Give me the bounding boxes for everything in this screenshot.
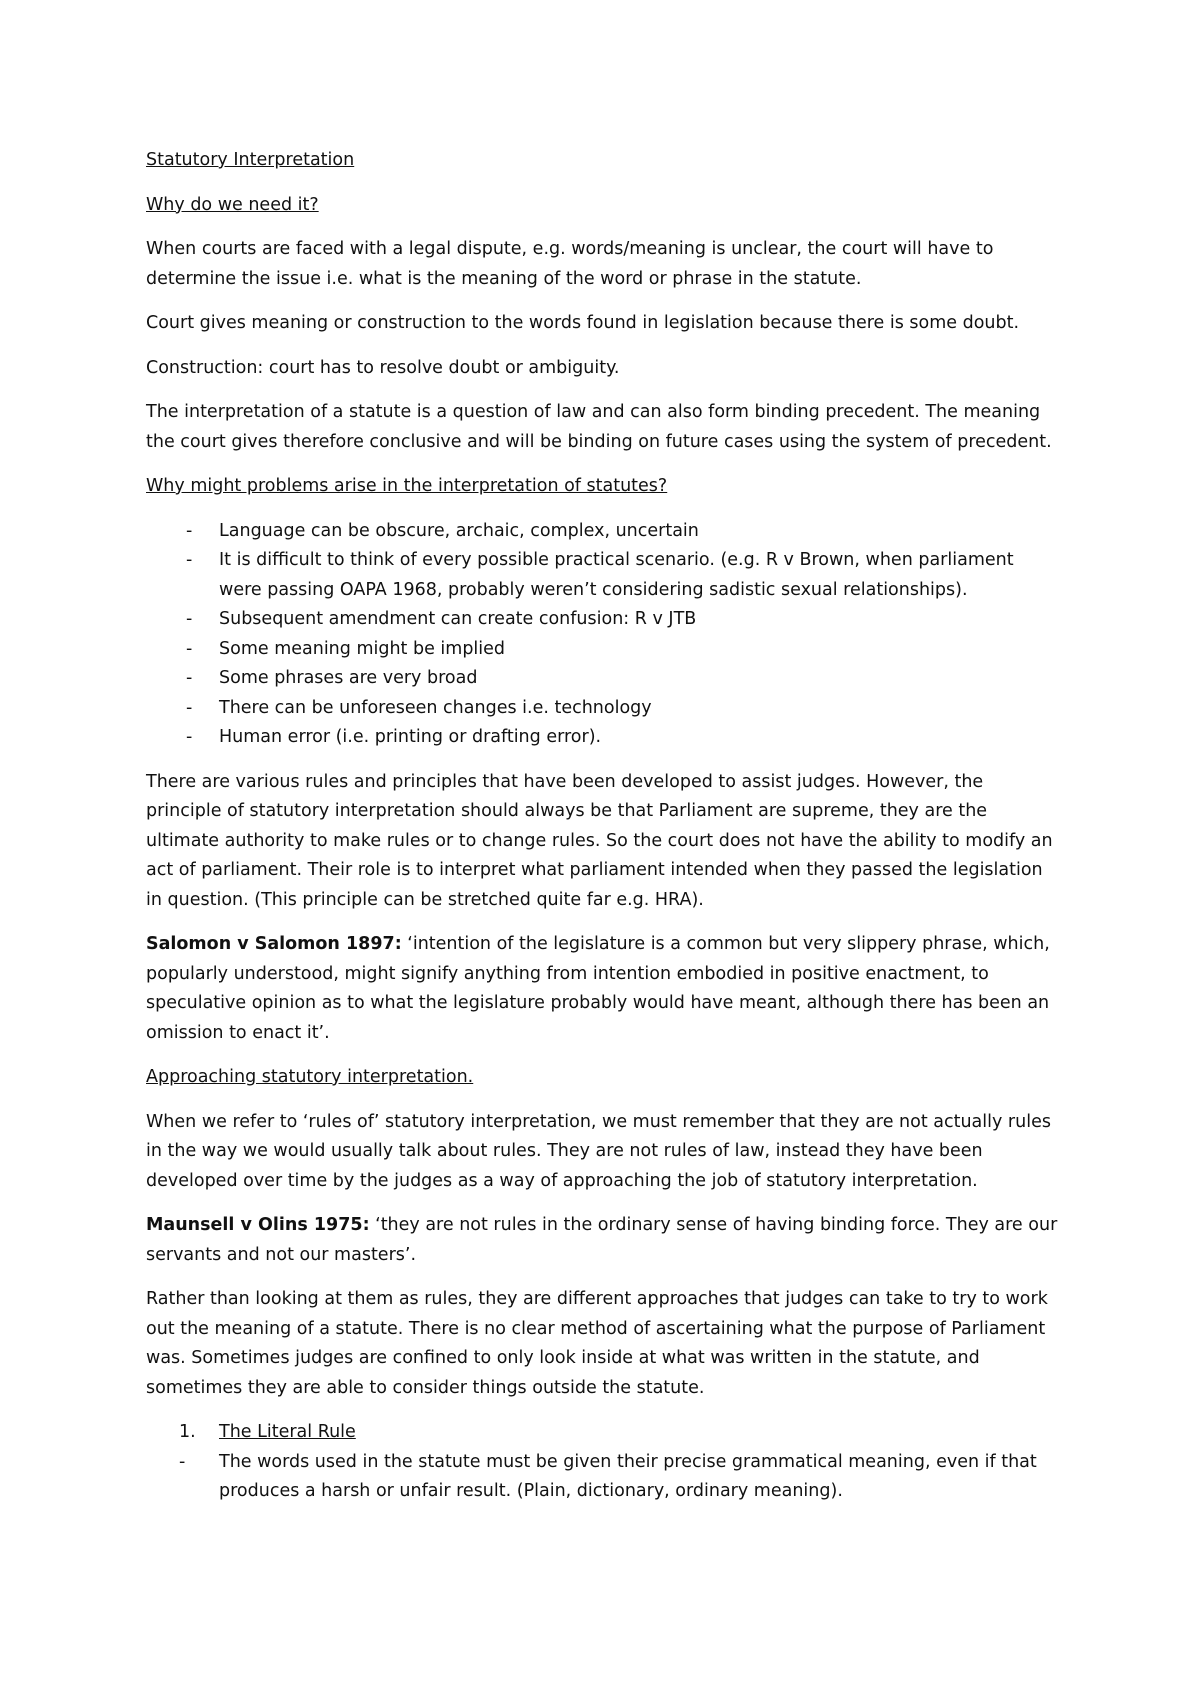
paragraph-court-gives: Court gives meaning or construction to the words found in legislation because there is some doubt. xyxy=(146,313,1020,333)
list-item xyxy=(146,605,1060,635)
list-item-text: It is difficult to think of every possible practical scenario. (e.g. R v Brown, when parliament were passing OAPA 1968, probably weren’t considering sadistic sexual relationships). xyxy=(219,550,1014,600)
section-heading-literal-rule: The Literal Rule xyxy=(219,1422,356,1442)
paragraph-construction: Construction: court has to resolve doubt or ambiguity. xyxy=(146,357,620,378)
list-item xyxy=(146,517,1060,547)
list-dash: - xyxy=(186,727,193,747)
list-item-text: There can be unforeseen changes i.e. technology xyxy=(219,697,652,718)
list-dash: - xyxy=(186,550,193,570)
list-item-text: Language can be obscure, archaic, complex, uncertain xyxy=(219,520,699,541)
list-item xyxy=(146,635,1060,665)
list-dash: - xyxy=(186,638,193,659)
list-item-text: Human error (i.e. printing or drafting error). xyxy=(219,727,602,747)
paragraph-rather: Rather than looking at them as rules, they are different approaches that judges can take to try to work out the meaning of a statute. There is no clear method of ascertaining what the purpose of Parliament was. Sometimes judges are confined to only look inside at what was written in the statute, and sometimes they are able to consider things outside the statute. xyxy=(146,1289,1048,1398)
numbered-section-list xyxy=(146,1418,1060,1507)
list-dash: - xyxy=(186,520,193,541)
paragraph-maunsell xyxy=(146,1211,1060,1270)
section-number: 1. xyxy=(179,1422,196,1442)
document-title: Statutory Interpretation xyxy=(146,150,355,170)
list-item-text: Some phrases are very broad xyxy=(219,668,478,688)
quote-salomon: ‘intention of the legislature is a common but very slippery phrase, which, popularly understood, might signify anything from intention embodied in positive enactment, to speculative opinion as to what the legislature probably would have meant, although there has been an omission to enact it’. xyxy=(146,934,1050,1043)
paragraph-various-rules: There are various rules and principles that have been developed to assist judges. However, the principle of statutory interpretation should always be that Parliament are supreme, they are the ultimate authority to make rules or to change rules. So the court does not have the ability to modify an act of parliament. Their role is to interpret what parliament intended when they passed the legislation in question. (This principle can be stretched quite far e.g. HRA). xyxy=(146,771,1053,910)
paragraph-rules-of: When we refer to ‘rules of’ statutory interpretation, we must remember that they are not actually rules in the way we would usually talk about rules. They are not rules of law, instead they have been developed over time by the judges as a way of approaching the job of statutory interpretation. xyxy=(146,1111,1051,1191)
heading-why-need: Why do we need it? xyxy=(146,194,319,215)
case-name-maunsell: Maunsell v Olins 1975: xyxy=(146,1215,370,1235)
problems-list xyxy=(146,517,1060,753)
case-name-salomon: Salomon v Salomon 1897: xyxy=(146,934,402,954)
list-dash: - xyxy=(179,1451,186,1472)
heading-approaching: Approaching statutory interpretation. xyxy=(146,1067,474,1087)
numbered-item-literal-rule xyxy=(146,1418,1060,1448)
list-item-text: The words used in the statute must be given their precise grammatical meaning, even if that produces a harsh or unfair result. (Plain, dictionary, ordinary meaning). xyxy=(219,1451,1037,1501)
list-item xyxy=(146,723,1060,753)
list-dash: - xyxy=(186,697,193,718)
list-dash: - xyxy=(186,668,193,688)
paragraph-courts-faced: When courts are faced with a legal dispute, e.g. words/meaning is unclear, the court will have to determine the issue i.e. what is the meaning of the word or phrase in the statute. xyxy=(146,239,994,289)
list-item xyxy=(146,1448,1060,1507)
list-item-text: Subsequent amendment can create confusion: R v JTB xyxy=(219,609,697,629)
list-item xyxy=(146,546,1060,605)
list-item xyxy=(146,664,1060,694)
paragraph-salomon xyxy=(146,930,1060,1048)
list-item-text: Some meaning might be implied xyxy=(219,638,506,659)
list-dash: - xyxy=(186,609,193,629)
quote-maunsell: ‘they are not rules in the ordinary sense of having binding force. They are our servants and not our masters’. xyxy=(146,1215,1058,1265)
paragraph-interpretation-law: The interpretation of a statute is a question of law and can also form binding precedent. The meaning the court gives therefore conclusive and will be binding on future cases using the system of precedent. xyxy=(146,402,1052,452)
list-item xyxy=(146,694,1060,724)
heading-problems: Why might problems arise in the interpretation of statutes? xyxy=(146,476,668,496)
